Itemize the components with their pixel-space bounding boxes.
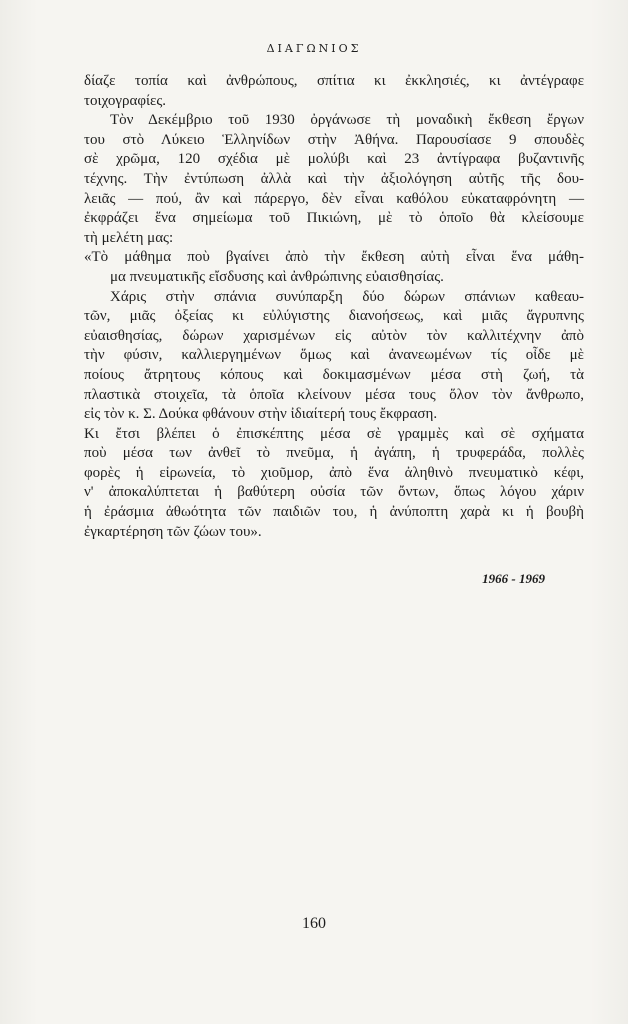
- paragraph-1: [84, 72, 584, 111]
- text-line: του στὸ Λύκειο Ἑλληνίδων στὴν Ἀθήνα. Παρουσίασε 9 σπουδὲς: [84, 131, 584, 148]
- text-line: δίαζε τοπία καὶ ἀνθρώπους, σπίτια κι ἐκκλησιές, κι ἀντέγραφε: [84, 73, 584, 89]
- text-line: λειᾶς — πού, ἂν καὶ πάρεργο, δὲν εἶναι καθόλου εὐκαταφρόνητη —: [84, 190, 584, 207]
- text-line: τῶν, μιᾶς ὀξείας κι εὐλύγιστης διανοήσεως, καὶ μιᾶς ἄγρυπνης: [84, 308, 584, 325]
- text-line: ἐκφράζει ἕνα σημείωμα τοῦ Πικιώνη, μὲ τὸ ὁποῖο θὰ κλείσουμε: [84, 210, 584, 227]
- text-line: πλαστικὰ στοιχεῖα, τὰ ὁποῖα κλείνουν μέσα τους ὅλον τὸν ἄνθρωπο,: [84, 386, 584, 403]
- text-line: σὲ χρῶμα, 120 σχέδια μὲ μολύβι καὶ 23 ἀντίγραφα βυζαντινῆς: [84, 151, 584, 168]
- date-range: 1966 - 1969: [482, 571, 545, 586]
- text-line: ἡ ἐράσμια ἀθωότητα τῶν παιδιῶν του, ἡ ἀνύποπτη χαρὰ κι ἡ βουβὴ: [84, 504, 584, 521]
- text-line: Τὸν Δεκέμβριο τοῦ 1930 ὀργάνωσε τὴ μοναδικὴ ἔκθεση ἔργων: [110, 112, 584, 129]
- text-line: Χάρις στὴν σπάνια συνύπαρξη δύο δώρων σπάνιων καθεαυ-: [110, 288, 584, 305]
- text-line: Κι ἔτσι βλέπει ὁ ἐπισκέπτης μέσα σὲ γραμμὲς καὶ σὲ σχήματα: [84, 425, 584, 442]
- text-line: μα πνευματικῆς εἴσδυσης καὶ ἀνθρώπινης εὐαισθησίας.: [110, 268, 444, 285]
- text-line: φορὲς ἡ εἰρωνεία, τὸ χιοῦμορ, ἀπὸ ἕνα ἀληθινὸ πνευματικὸ κέφι,: [84, 464, 584, 481]
- text-line: τὴν φύσιν, καλλιεργημένων ὅμως καὶ ἀνανεωμένων τίς οἶδε μὲ: [84, 347, 584, 364]
- quote-paragraph-1: [84, 248, 584, 287]
- body-text: [84, 72, 584, 542]
- quote-paragraph-2: [84, 288, 584, 425]
- paragraph-2: [84, 111, 584, 248]
- text-line: τοιχογραφίες.: [84, 92, 167, 109]
- text-line: ἐγκαρτέρηση τῶν ζώων του».: [84, 523, 262, 540]
- text-line: εἰς τὸν κ. Σ. Δούκα φθάνουν στὴν ἰδιαίτερή τους ἔκφραση.: [84, 406, 438, 423]
- text-line: ν' ἀποκαλύπτεται ἡ βαθύτερη οὐσία τῶν ὄντων, ὅπως λόγου χάριν: [84, 484, 584, 501]
- text-line: τὴ μελέτη μας:: [84, 229, 174, 246]
- quote-paragraph-3: [84, 425, 584, 543]
- text-line: τέχνης. Τὴν ἐντύπωση ἀλλὰ καὶ τὴν ἀξιολόγηση αὐτῆς τῆς δου-: [84, 170, 584, 187]
- text-line: εὐαισθησίας, δώρων χαρισμένων εἰς αὐτὸν τὸν καλλιτέχνην ἀπὸ: [84, 327, 584, 344]
- page-number: 160: [302, 915, 326, 932]
- running-header: ΔΙΑΓΩΝΙΟΣ: [266, 42, 362, 55]
- text-line: ποίους ἄτρητους κόπους καὶ δοκιμασμένων μέσα στὴ ζωή, τὰ: [84, 366, 584, 383]
- text-line: «Τὸ μάθημα ποὺ βγαίνει ἀπὸ τὴν ἔκθεση αὐτὴ εἶναι ἕνα μάθη-: [84, 249, 584, 266]
- text-line: ποὺ μέσα των ἀνθεῖ τὸ πνεῦμα, ἡ ἀγάπη, ἡ τρυφεράδα, πολλὲς: [84, 445, 584, 462]
